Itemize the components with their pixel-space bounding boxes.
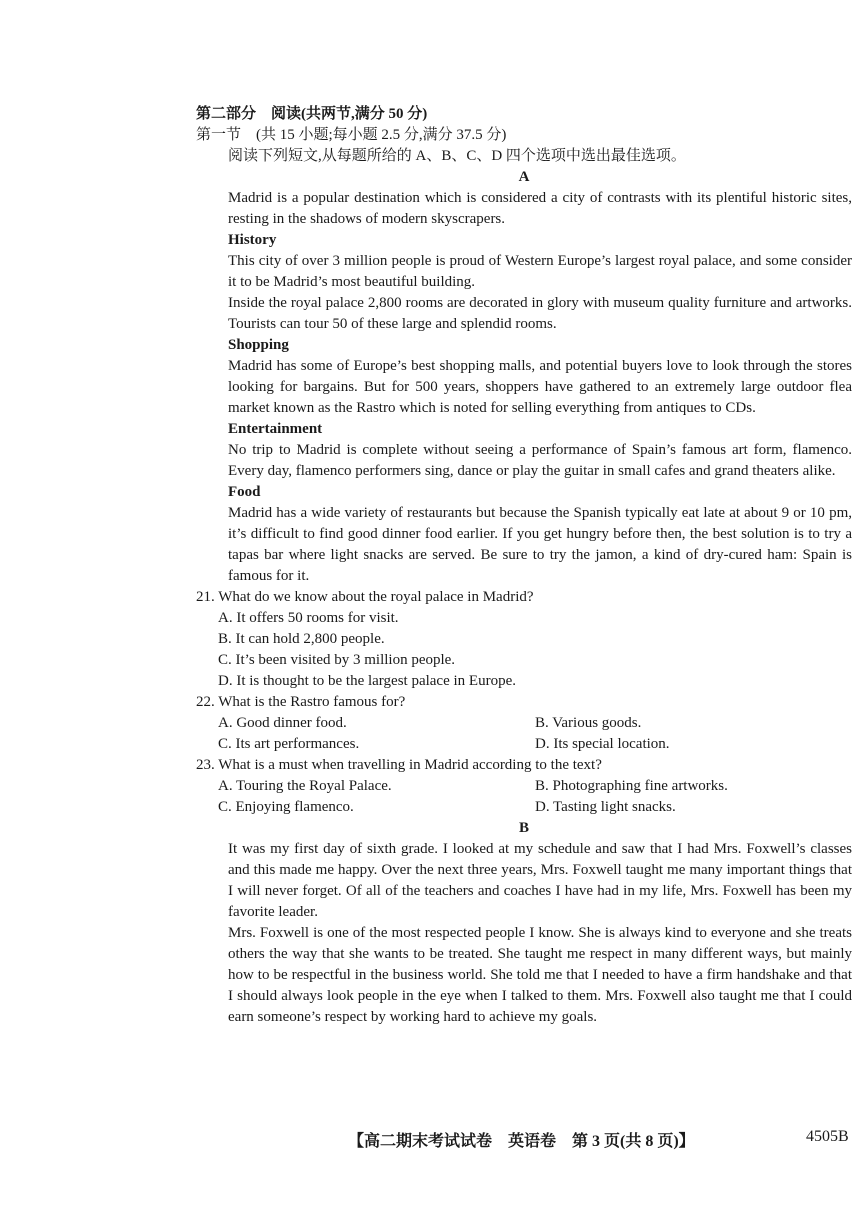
instruction: 阅读下列短文,从每题所给的 A、B、C、D 四个选项中选出最佳选项。 [228, 148, 686, 164]
history-paragraph-1: This city of over 3 million people is proud of Western Europe’s largest royal palace, and some consider it to be Madrid’s most beautiful building. [228, 253, 852, 290]
heading-shopping: Shopping [228, 337, 289, 353]
question-23-option-b[interactable]: B. Photographing fine artworks. [535, 778, 728, 794]
question-22-option-b[interactable]: B. Various goods. [535, 715, 642, 731]
history-paragraph-2: Inside the royal palace 2,800 rooms are decorated in glory with museum quality furniture and artworks. Tourists can tour 50 of these large and splendid rooms. [228, 295, 852, 332]
question-22-option-c[interactable]: C. Its art performances. [218, 736, 360, 752]
entertainment-paragraph: No trip to Madrid is complete without seeing a performance of Spain’s famous art form, flamenco. Every day, flamenco performers sing, dance or play the guitar in small cafes and grand theaters alike. [228, 442, 852, 479]
question-23 [196, 755, 852, 818]
footer-code: 4505B [806, 1128, 849, 1145]
question-21-option-a[interactable]: A. It offers 50 rooms for visit. [218, 610, 399, 626]
question-23-options-row-1 [196, 776, 852, 797]
heading-food: Food [228, 484, 261, 500]
question-22-stem: 22. What is the Rastro famous for? [196, 694, 406, 710]
question-23-stem: 23. What is a must when travelling in Madrid according to the text? [196, 757, 602, 773]
food-paragraph: Madrid has a wide variety of restaurants but because the Spanish typically eat late at about 9 or 10 pm, it’s difficult to find good dinner food earlier. If you get hungry before then, the best solution is to try a tapas bar where light snacks are served. Be sure to try the jamon, a kind of dry-cured ham: Spain is famous for it. [228, 505, 852, 584]
part-heading: 第二部分 阅读(共两节,满分 50 分) [196, 106, 428, 122]
question-22-option-a[interactable]: A. Good dinner food. [218, 715, 347, 731]
question-21-stem: 21. What do we know about the royal palace in Madrid? [196, 589, 534, 605]
question-22 [196, 692, 852, 755]
passage-b-paragraph-1: It was my first day of sixth grade. I looked at my schedule and saw that I had Mrs. Foxwell’s classes and this made me happy. Over the next three years, Mrs. Foxwell taught me many important things that I will never forget. Of all of the teachers and coaches I have had in my life, Mrs. Foxwell has been my favorite leader. [228, 841, 852, 920]
question-21-option-d[interactable]: D. It is thought to be the largest palace in Europe. [218, 673, 516, 689]
question-22-option-d[interactable]: D. Its special location. [535, 736, 670, 752]
question-23-option-c[interactable]: C. Enjoying flamenco. [218, 799, 354, 815]
passage-b-label: B [518, 820, 529, 836]
question-21-option-c[interactable]: C. It’s been visited by 3 million people. [218, 652, 456, 668]
question-23-option-d[interactable]: D. Tasting light snacks. [535, 799, 676, 815]
passage-a-intro: Madrid is a popular destination which is considered a city of contrasts with its plentiful historic sites, resting in the shadows of modern skyscrapers. [228, 190, 852, 227]
question-22-options-row-2 [196, 734, 852, 755]
heading-entertainment: Entertainment [228, 421, 323, 437]
footer-title: 【高二期末考试试卷 英语卷 第 3 页(共 8 页)】 [348, 1133, 695, 1150]
heading-history: History [228, 232, 277, 248]
question-21-option-b[interactable]: B. It can hold 2,800 people. [218, 631, 385, 647]
question-23-option-a[interactable]: A. Touring the Royal Palace. [218, 778, 392, 794]
question-22-options-row-1 [196, 713, 852, 734]
question-23-options-row-2 [196, 797, 852, 818]
question-21 [196, 587, 852, 692]
shopping-paragraph: Madrid has some of Europe’s best shopping malls, and potential buyers love to look through the stores looking for bargains. But for 500 years, shoppers have gathered to an extremely large outdoor flea market known as the Rastro which is noted for selling everything from antiques to CDs. [228, 358, 852, 416]
passage-b-paragraph-2: Mrs. Foxwell is one of the most respected people I know. She is always kind to everyone and she treats others the way that she wants to be treated. She taught me respect in many different ways, but mainly how to be respectful in the business world. She told me that I needed to have a firm handshake and that I should always look people in the eye when I talked to them. Mrs. Foxwell also taught me that I could earn someone’s respect by working hard to achieve my goals. [228, 925, 852, 1025]
exam-page [196, 104, 852, 1028]
sub-heading: 第一节 (共 15 小题;每小题 2.5 分,满分 37.5 分) [196, 127, 507, 143]
passage-a-label: A [518, 169, 530, 185]
